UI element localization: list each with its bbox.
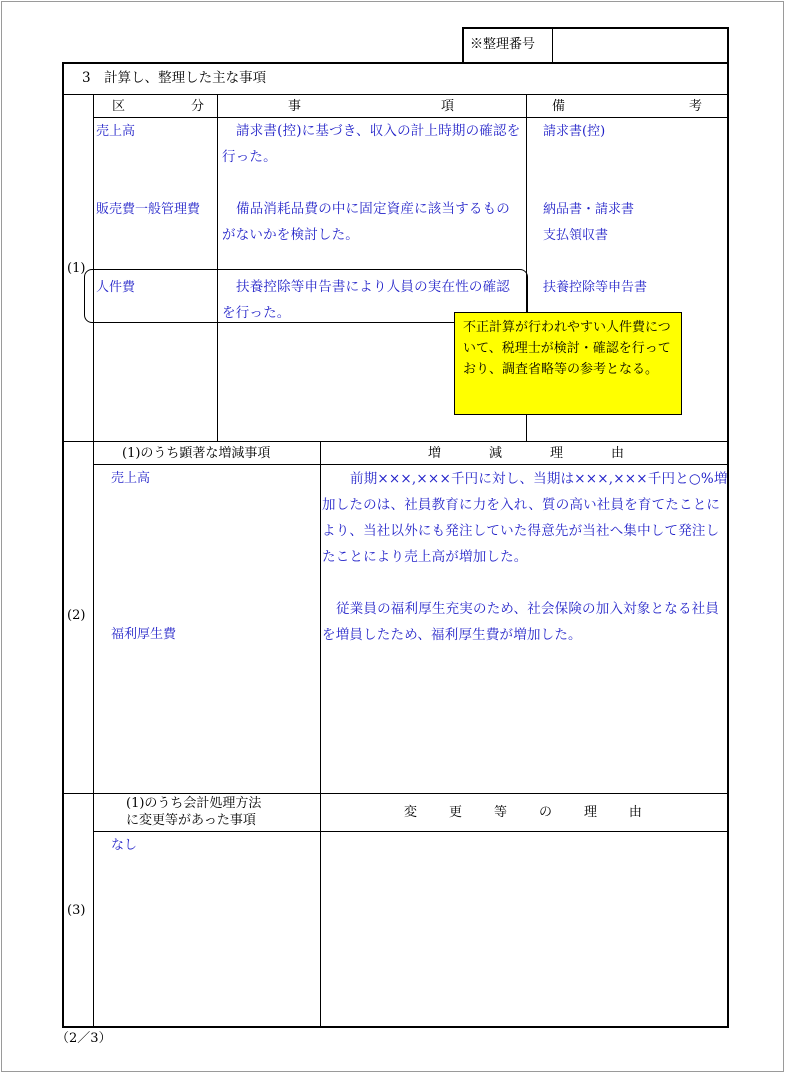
part1-row2-item: 備品消耗品費の中に固定資産に該当するものがないかを検討した。 xyxy=(222,201,510,243)
part3-header-divider xyxy=(94,831,728,832)
part2-row1-reason: 前期×××,×××千円に対し、当期は×××,×××千円と○%増加したのは、社員教育に力を入れ、質の高い社員を育てたことにより、当社以外にも発注していた得意先が当社へ集中して発注したことにより売上高が増加した。 xyxy=(322,471,728,565)
part2-header-divider xyxy=(94,464,728,465)
page-number: （2／3） xyxy=(56,1031,112,1046)
part1-row2-category: 販売費一般管理費 xyxy=(96,202,201,217)
part1-header-item: 事 項 xyxy=(288,99,454,114)
part1-col-divider-1 xyxy=(217,95,218,441)
part1-row3-category: 人件費 xyxy=(96,280,136,295)
part1-row2-note-1: 納品書・請求書 xyxy=(543,202,635,217)
ref-number-field[interactable] xyxy=(556,32,724,58)
part2-col-divider xyxy=(320,442,321,1027)
part3-row1-item: なし xyxy=(111,838,138,853)
callout-note: 不正計算が行われやすい人件費について、税理士が検討・確認を行っており、調査省略等の参考となる。 xyxy=(454,312,682,415)
part2-row2-reason: 従業員の福利厚生充実のため、社会保険の加入対象となる社員を増員したため、福利厚生費が増加した。 xyxy=(322,601,720,643)
part2-row2-item: 福利厚生費 xyxy=(111,627,177,642)
part1-row1-note: 請求書(控) xyxy=(543,124,606,139)
part1-row2-note-2: 支払領収書 xyxy=(543,228,609,243)
part1-header-category: 区 分 xyxy=(112,99,204,114)
ref-number-divider xyxy=(552,28,553,62)
part3-header-items-line1: (1)のうち会計処理方法 xyxy=(126,796,262,811)
part3-label: (3) xyxy=(67,903,86,918)
part2-label: (2) xyxy=(67,608,86,623)
part1-row1-item: 請求書(控)に基づき、収入の計上時期の確認を行った。 xyxy=(222,123,521,165)
part1-row1-category: 売上高 xyxy=(96,124,136,139)
part3-top-divider xyxy=(63,793,728,794)
part1-row3-item: 扶養控除等申告書により人員の実在性の確認を行った。 xyxy=(222,279,510,321)
ref-number-label: ※整理番号 xyxy=(470,37,536,52)
part3-header-items-line2: に変更等があった事項 xyxy=(126,813,256,828)
part1-label: (1) xyxy=(67,261,86,276)
part3-header-reason: 変 更 等 の 理 由 xyxy=(404,805,642,820)
part2-header-reason: 増 減 理 由 xyxy=(428,446,624,461)
section-title: 3 計算し、整理した主な事項 xyxy=(82,70,267,86)
title-divider xyxy=(63,94,728,95)
part2-header-items: (1)のうち顕著な増減事項 xyxy=(122,446,271,461)
part2-top-divider xyxy=(63,441,728,442)
part2-row1-item: 売上高 xyxy=(111,471,151,486)
label-column-divider xyxy=(93,94,94,1027)
part1-header-notes: 備 考 xyxy=(552,99,702,114)
part1-row3-note: 扶養控除等申告書 xyxy=(543,280,648,295)
